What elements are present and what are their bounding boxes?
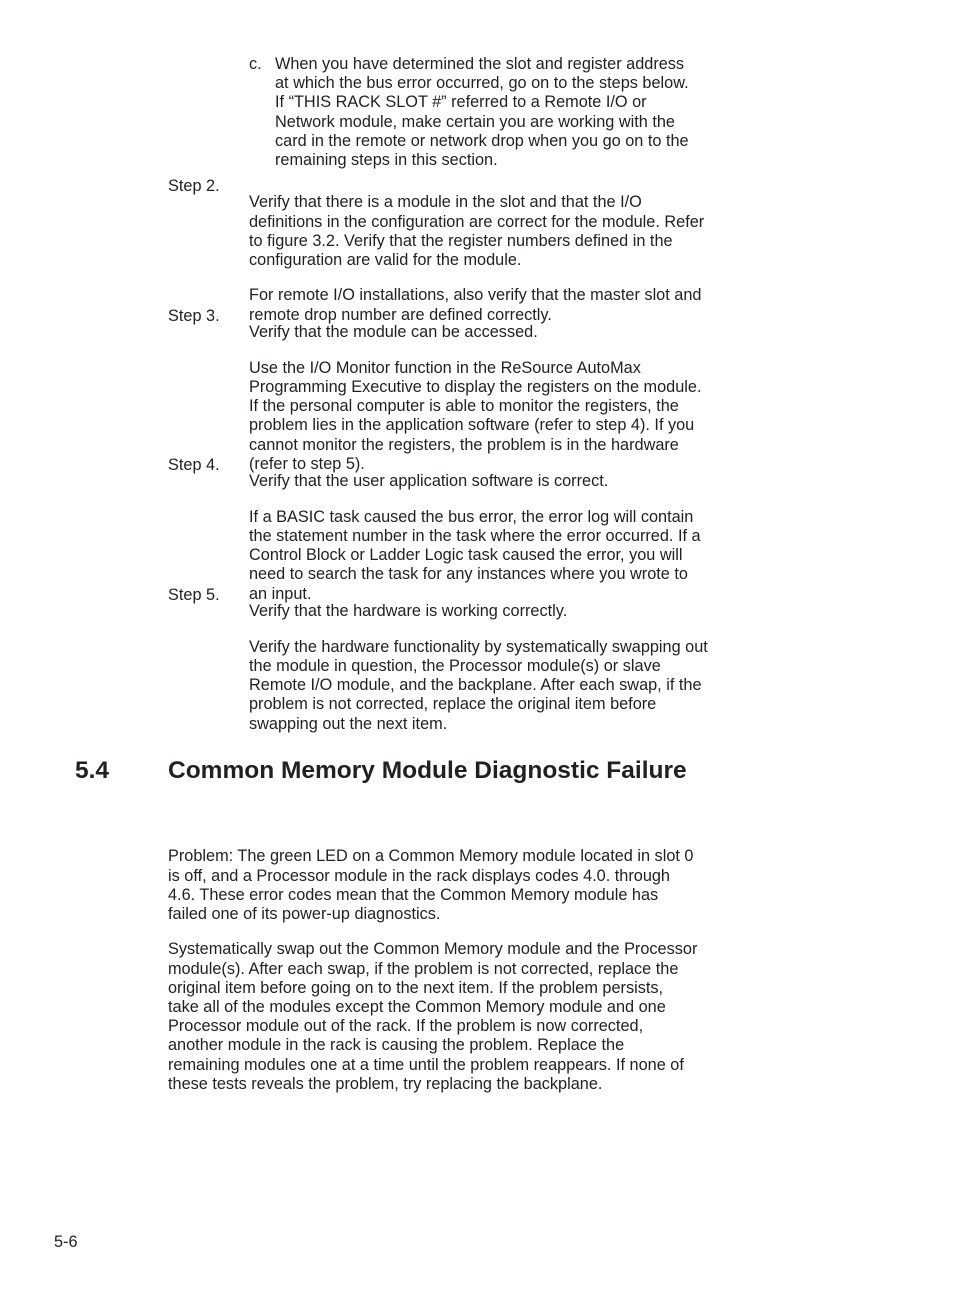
- section-body: [168, 831, 698, 1110]
- step-paragraph: Verify that the user application software is correct.: [249, 472, 609, 491]
- step-paragraph: Verify that the hardware is working correctly.: [249, 602, 568, 621]
- step-label: Step 2.: [168, 177, 220, 195]
- substep-text: When you have determined the slot and register address at which the bus error occurred, go on to the steps below. If “THIS RACK SLOT #” referred to a Remote I/O or Network module, make certain you are working with the card in the remote or network drop when you go on to the remaining steps in this section.: [275, 55, 689, 170]
- section-title: Common Memory Module Diagnostic Failure: [168, 757, 687, 784]
- substep-letter: c.: [249, 55, 262, 73]
- section-paragraph: Systematically swap out the Common Memory module and the Processor module(s). After each swap, if the problem is not corrected, replace the original item before going on to the next item. If the problem persists, take all of the modules except the Common Memory module and one Processor module out of the rack. If the problem is now corrected, another module in the rack is causing the problem. Replace the remaining modules one at a time until the problem reappears. If none of these tests reveals the problem, try replacing the backplane.: [168, 940, 698, 1093]
- step-label: Step 5.: [168, 586, 220, 604]
- step-paragraph: Verify that there is a module in the slot and that the I/O definitions in the configuration are correct for the module. Refer to figure 3.2. Verify that the register numbers defined in the configuration are valid for the module.: [249, 193, 705, 269]
- step-paragraph: For remote I/O installations, also verify that the master slot and remote drop number are defined correctly.: [249, 286, 702, 324]
- section-number: 5.4: [75, 757, 110, 784]
- step-label: Step 4.: [168, 456, 220, 474]
- step-paragraph: Verify that the module can be accessed.: [249, 323, 538, 342]
- page-number: 5-6: [54, 1233, 78, 1251]
- step-5: [168, 586, 708, 750]
- step-label: Step 3.: [168, 307, 220, 325]
- section-heading: [75, 757, 695, 786]
- substep-c: [249, 55, 699, 170]
- section-paragraph: Problem: The green LED on a Common Memory module located in slot 0 is off, and a Processor module in the rack displays codes 4.0. through 4.6. These error codes mean that the Common Memory module has failed one of its power-up diagnostics.: [168, 847, 694, 923]
- step-paragraph: If a BASIC task caused the bus error, the error log will contain the statement number in the task where the error occurred. If a Control Block or Ladder Logic task caused the error, you will need to search the task for any instances where you wrote to an input.: [249, 507, 701, 603]
- step-paragraph: Verify the hardware functionality by systematically swapping out the module in question, the Processor module(s) or slave Remote I/O module, and the backplane. After each swap, if the problem is not corrected, replace the original item before swapping out the next item.: [249, 637, 708, 733]
- step-paragraph: Use the I/O Monitor function in the ReSource AutoMax Programming Executive to display the registers on the module. If the personal computer is able to monitor the registers, the problem lies in the application software (refer to step 4). If you cannot monitor the registers, the problem is in the hardware (refer to step 5).: [249, 358, 702, 473]
